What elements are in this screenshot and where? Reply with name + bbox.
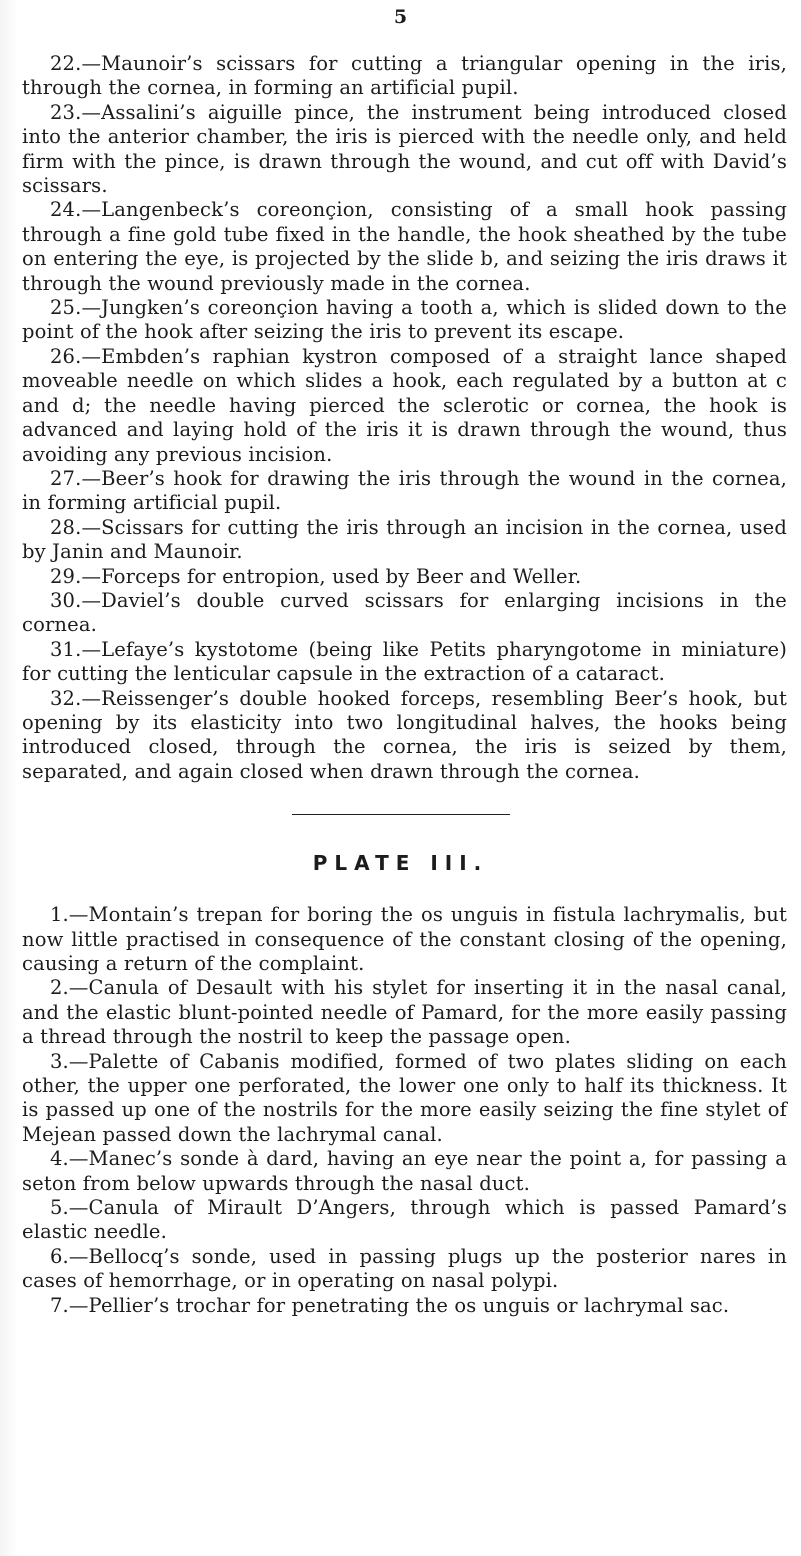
- entry-number: 1.: [50, 903, 69, 927]
- entry-number: 28.: [50, 515, 82, 539]
- entry-26: [0, 345, 801, 467]
- entry-24: [0, 198, 801, 296]
- entry-number: 31.: [50, 637, 82, 661]
- entry-28: [0, 516, 801, 565]
- entry-text: —Montain’s trepan for boring the os unguis in fistula lachrymalis, but now little practised in consequence of the constant closing of the opening, causing a return of the complaint.: [22, 903, 787, 975]
- entry-text: —Manec’s sonde à dard, having an eye near the point a, for passing a seton from below upwards through the nasal duct.: [22, 1147, 787, 1195]
- instrument-list-plate-three: [0, 903, 801, 1318]
- entry-number: 23.: [50, 100, 82, 124]
- plate-three-entry-6: [0, 1245, 801, 1294]
- entry-number: 30.: [50, 588, 82, 612]
- entry-text: —Langenbeck’s coreonçion, consisting of a small hook passing through a fine gold tube fixed in the handle, the hook sheathed by the tube on entering the eye, is projected by the slide b, and seizing the iris draws it through the wound previously made in the cornea.: [22, 198, 787, 295]
- instrument-list-plate-two: [0, 52, 801, 784]
- entry-number: 2.: [50, 976, 69, 1000]
- entry-text: —Jungken’s coreonçion having a tooth a, which is slided down to the point of the hook after seizing the iris to prevent its escape.: [22, 296, 787, 344]
- plate-three-entry-3: [0, 1050, 801, 1148]
- entry-text: —Bellocq’s sonde, used in passing plugs up the posterior nares in cases of hemorrhage, or in operating on nasal polypi.: [22, 1244, 787, 1293]
- entry-number: 32.: [50, 686, 82, 710]
- entry-text: —Canula of Desault with his stylet for inserting it in the nasal canal, and the elastic blunt-pointed needle of Pamard, for the more easily passing a thread through the nostril to keep the passage open.: [22, 976, 787, 1049]
- entry-text: —Forceps for entropion, used by Beer and Weller.: [81, 564, 582, 588]
- plate-heading: PLATE III.: [312, 851, 489, 876]
- entry-text: —Embden’s raphian kystron composed of a straight lance shaped moveable needle on which slides a hook, each regulated by a button at c and d; the needle having pierced the sclerotic or cornea, the hook is advanced and laying hold of the iris it is drawn through the wound, thus avoiding any previous incision.: [22, 344, 787, 466]
- page-body: [0, 52, 801, 1318]
- entry-text: —Scissars for cutting the iris through an incision in the cornea, used by Janin and Maunoir.: [22, 515, 787, 564]
- plate-three-entry-5: [0, 1196, 801, 1245]
- entry-32: [0, 687, 801, 785]
- entry-text: —Palette of Cabanis modified, formed of two plates sliding on each other, the upper one perforated, the lower one only to half its thickness. It is passed up one of the nostrils for the more easily seizing the fine stylet of Mejean passed down the lachrymal canal.: [22, 1049, 787, 1146]
- entry-number: 6.: [50, 1244, 69, 1268]
- plate-three-entry-2: [0, 976, 801, 1049]
- entry-text: —Canula of Mirault D’Angers, through which is passed Pamard’s elastic needle.: [22, 1196, 787, 1244]
- entry-text: —Daviel’s double curved scissars for enlarging incisions in the cornea.: [22, 588, 787, 637]
- entry-text: —Pellier’s trochar for penetrating the os unguis or lachrymal sac.: [68, 1293, 730, 1317]
- entry-text: —Reissenger’s double hooked forceps, resembling Beer’s hook, but opening by its elasticity into two longitudinal halves, the hooks being introduced closed, through the cornea, the iris is seized by them, separated, and again closed when drawn through the cornea.: [22, 686, 787, 783]
- entry-25: [0, 296, 801, 345]
- entry-number: 26.: [50, 344, 82, 368]
- entry-text: —Lefaye’s kystotome (being like Petits pharyngotome in miniature) for cutting the lenticular capsule in the extraction of a cataract.: [22, 637, 787, 686]
- plate-three-entry-1: [0, 903, 801, 976]
- entry-22: [0, 52, 801, 101]
- entry-number: 4.: [50, 1147, 69, 1171]
- entry-text: —Maunoir’s scissars for cutting a triangular opening in the iris, through the cornea, in forming an artificial pupil.: [22, 52, 787, 100]
- entry-number: 7.: [50, 1293, 69, 1317]
- entry-text: —Assalini’s aiguille pince, the instrument being introduced closed into the anterior chamber, the iris is pierced with the needle only, and held firm with the pince, is drawn through the wound, and cut off with David’s scissars.: [22, 100, 787, 198]
- entry-text: —Beer’s hook for drawing the iris through the wound in the cornea, in forming artificial pupil.: [22, 466, 787, 515]
- page-number: 5: [393, 6, 408, 28]
- entry-number: 22.: [50, 52, 82, 75]
- entry-number: 25.: [50, 296, 82, 320]
- entry-number: 3.: [50, 1049, 69, 1073]
- entry-30: [0, 589, 801, 638]
- entry-23: [0, 101, 801, 199]
- entry-number: 5.: [50, 1196, 69, 1220]
- plate-three-entry-4: [0, 1147, 801, 1196]
- entry-31: [0, 638, 801, 687]
- plate-three-entry-7: [0, 1294, 801, 1318]
- entry-number: 27.: [50, 466, 82, 490]
- entry-number: 29.: [50, 564, 82, 588]
- entry-29: [0, 565, 801, 589]
- entry-27: [0, 467, 801, 516]
- entry-number: 24.: [50, 198, 82, 222]
- section-divider: [292, 814, 510, 815]
